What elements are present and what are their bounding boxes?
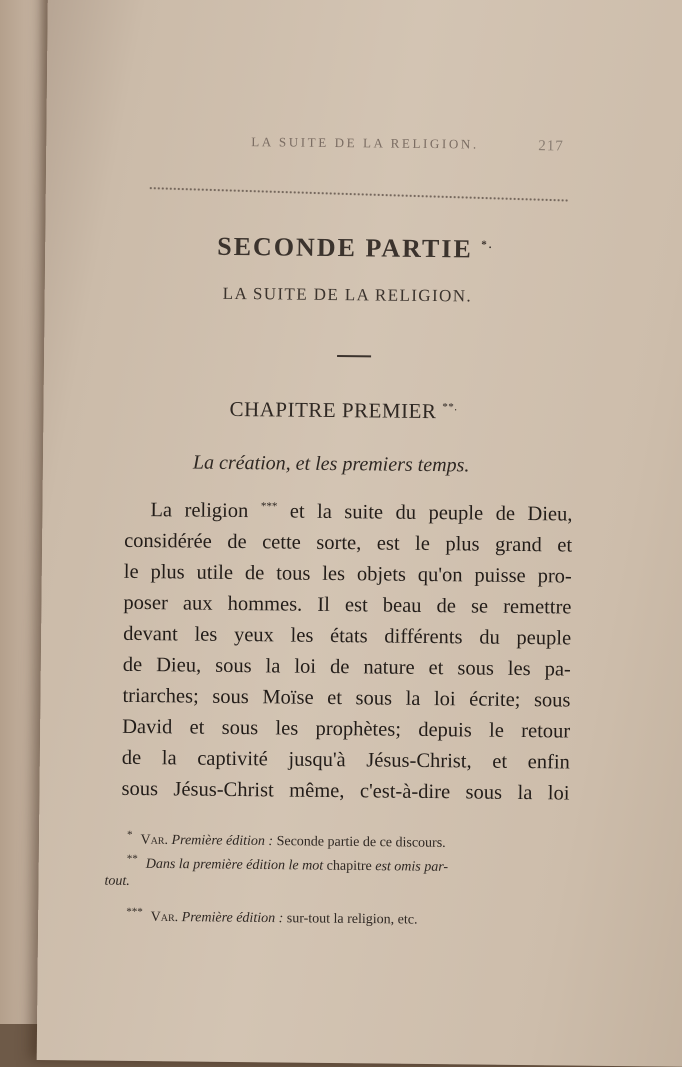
book-page: [37, 0, 682, 1067]
footnote-3-mark: ***: [126, 905, 143, 919]
footnote-2-text: chapitre: [326, 858, 372, 875]
footnote-1: [127, 829, 577, 853]
footnote-3: [126, 906, 576, 930]
chapter-subtitle-rest: , et les premiers temps.: [285, 452, 470, 477]
ornamental-rule: [149, 186, 569, 204]
footnote-2-italic-2: est omis par-: [375, 859, 449, 875]
chapter-title-text: CHAPITRE PREMIER: [229, 396, 437, 424]
body-line-1-end: et la suite du peuple de Dieu,: [289, 500, 573, 526]
footnote-2-mark: **: [126, 852, 138, 865]
footnote-3-italic: Première édition :: [181, 910, 284, 927]
section-divider: [337, 355, 371, 357]
footnote-1-italic: Première édition :: [171, 832, 274, 850]
body-line: devant les yeux les états différents du peuple: [123, 622, 572, 650]
footnote-2: [127, 853, 577, 877]
chapter-subtitle: [193, 452, 470, 478]
footnote-2-italic: Dans la première édition le mot: [145, 856, 324, 874]
footnote-3-text: sur-tout la religion, etc.: [286, 911, 418, 928]
chapter-title-footnote-mark: **.: [442, 401, 458, 414]
body-line: triarches; sous Moïse et sous la loi écrite; sous: [122, 684, 571, 712]
footnote-1-mark: *: [126, 828, 133, 841]
footnote-1-var: Var.: [140, 832, 169, 848]
footnote-2-continuation: [104, 874, 554, 895]
part-subtitle: LA SUITE DE LA RELIGION.: [222, 283, 473, 306]
body-line: considérée de cette sorte, est le plus grand et: [124, 529, 573, 557]
part-title: [217, 232, 494, 265]
page-number: 217: [538, 138, 564, 155]
body-line: poser aux hommes. Il est beau de se remettre: [123, 591, 572, 619]
body-footnote-mark: ***: [260, 500, 278, 513]
chapter-subtitle-italic: La création: [192, 451, 286, 475]
body-line: de la captivité jusqu'à Jésus-Christ, et enfin: [121, 746, 570, 774]
footnote-1-text: Seconde partie de ce discours.: [276, 834, 446, 851]
body-line-1: [150, 499, 572, 526]
chapter-title: [229, 397, 457, 424]
body-line: le plus utile de tous les objets qu'on puisse pro-: [123, 560, 572, 588]
body-line-1-start: La religion: [150, 499, 249, 523]
body-line: David et sous les prophètes; depuis le retour: [122, 715, 571, 743]
part-title-text: SECONDE PARTIE: [217, 231, 473, 264]
footnote-2-cont: tout.: [104, 873, 130, 889]
part-title-footnote-mark: *.: [481, 238, 494, 252]
running-head: LA SUITE DE LA RELIGION.: [251, 134, 479, 152]
body-line: de Dieu, sous la loi de nature et sous les pa-: [122, 653, 571, 681]
footnote-3-var: Var.: [150, 909, 179, 926]
body-line: sous Jésus-Christ même, c'est-à-dire sous la loi: [121, 777, 570, 805]
